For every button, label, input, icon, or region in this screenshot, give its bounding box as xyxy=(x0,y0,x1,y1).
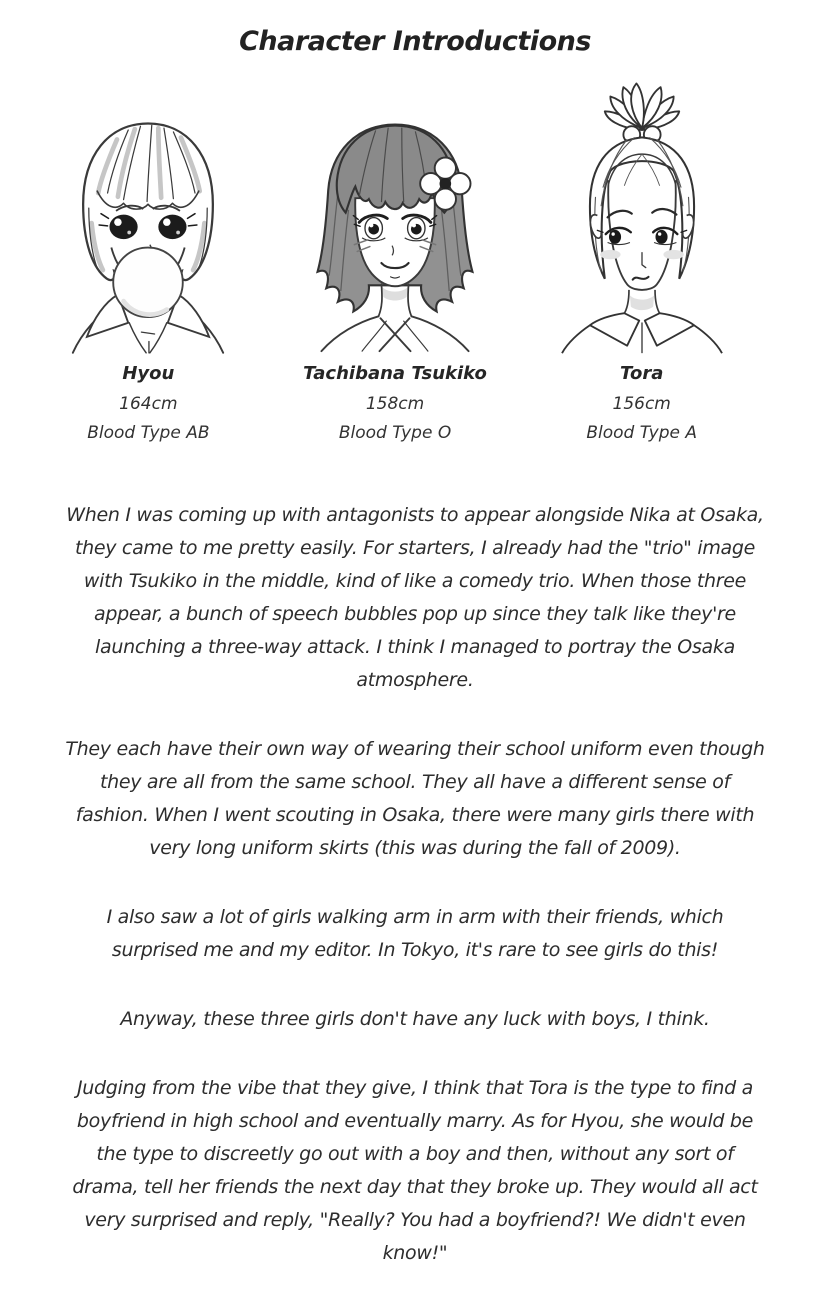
character-height: 164cm xyxy=(119,394,178,414)
character-card-tora xyxy=(518,63,765,443)
character-blood-type: Blood Type O xyxy=(338,423,452,443)
commentary-paragraph: Anyway, these three girls don't have any luck with boys, I think. xyxy=(120,1008,710,1030)
character-height: 158cm xyxy=(365,394,425,414)
character-blood-type: Blood Type A xyxy=(586,423,697,443)
portrait-box xyxy=(298,63,492,355)
character-name: Hyou xyxy=(122,363,175,384)
character-name: Tachibana Tsukiko xyxy=(303,363,487,384)
character-card-hyou xyxy=(25,63,272,443)
page-title: Character Introductions xyxy=(239,26,591,57)
commentary-paragraph: When I was coming up with antagonists to appear alongside Nika at Osaka, they came to me pretty easily. For starters, I already had the "trio" image with Tsukiko in the middle, kind of like a comedy trio. When those three appear, a bunch of speech bubbles pop up since they talk like they're launching a three-way attack. I think I managed to portray the Osaka atmosphere. xyxy=(66,504,764,691)
character-card-tsukiko xyxy=(272,63,519,443)
character-blood-type: Blood Type AB xyxy=(87,423,210,443)
tsukiko-portrait-illustration xyxy=(298,113,492,355)
author-commentary xyxy=(65,499,765,1270)
portrait-box xyxy=(54,63,242,355)
commentary-paragraph: Judging from the vibe that they give, I think that Tora is the type to find a boyfriend in high school and eventually marry. As for Hyou, she would be the type to discreetly go out with a boy and then, without any sort of drama, tell her friends the next day that they broke up. They would all act very surprised and reply, "Really? You had a boyfriend?! We didn't even know!" xyxy=(72,1077,758,1264)
hyou-portrait-illustration xyxy=(54,110,242,355)
commentary-paragraph: They each have their own way of wearing their school uniform even though they are all from the same school. They all have a different sense of fashion. When I went scouting in Osaka, there were many girls there with very long uniform skirts (this was during the fall of 2009). xyxy=(65,738,765,859)
character-height: 156cm xyxy=(612,394,671,414)
commentary-paragraph: I also saw a lot of girls walking arm in arm with their friends, which surprised me and my editor. In Tokyo, it's rare to see girls do this! xyxy=(106,906,724,961)
characters-row xyxy=(25,63,765,443)
tora-portrait-illustration xyxy=(549,76,735,355)
portrait-box xyxy=(549,63,735,355)
character-name: Tora xyxy=(620,363,664,384)
